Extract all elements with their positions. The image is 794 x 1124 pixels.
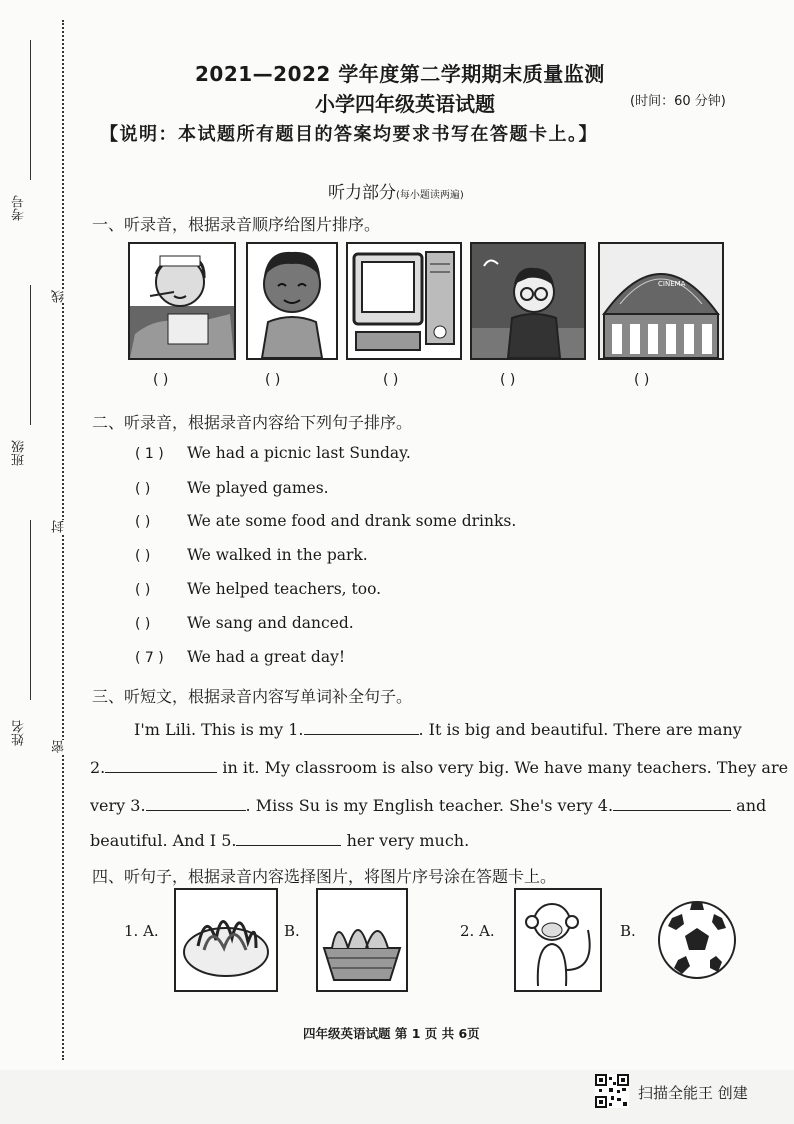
seal-char-mi: 密 <box>52 740 67 753</box>
cloze-text: her very much. <box>346 831 470 850</box>
scanner-watermark: 扫描全能王 创建 <box>638 1084 748 1102</box>
cloze-text: . Miss Su is my English teacher. She's very 4. <box>245 796 614 815</box>
cloze-text: and <box>736 796 767 815</box>
sentence-text: We sang and danced. <box>187 614 354 632</box>
q2-option-a-label: 2. A. <box>460 922 495 940</box>
dumplings-picture <box>316 888 408 992</box>
section2-title: 二、听录音，根据录音内容给下列句子排序。 <box>92 413 413 432</box>
cloze-line <box>90 831 469 850</box>
exam-title: 2021—2022 学年度第二学期期末质量监测 <box>195 62 605 86</box>
page-footer: 四年级英语试题 第 1 页 共 6页 <box>303 1026 480 1041</box>
sentence-number: ( ) <box>135 548 151 564</box>
sentence-row <box>135 512 516 532</box>
sentence-row <box>135 580 381 600</box>
sentence-number: ( ) <box>135 514 151 530</box>
sentence-text: We walked in the park. <box>187 546 368 564</box>
cloze-line <box>90 796 766 815</box>
picture-answer-blank: ( ) <box>500 372 516 388</box>
binding-dotted-line <box>62 20 64 1060</box>
sentence-number: ( ) <box>135 582 151 598</box>
sentence-row <box>135 444 411 464</box>
listening-heading <box>328 178 464 203</box>
cinema-sign: CINEMA <box>658 280 686 288</box>
seal-char-feng: 封 <box>52 520 67 533</box>
qr-code-icon <box>595 1074 629 1108</box>
boy-picture <box>246 242 338 360</box>
sentence-row <box>135 648 345 668</box>
cloze-text: very 3. <box>90 796 146 815</box>
q2-option-b-label: B. <box>620 922 636 940</box>
class-blank <box>30 285 31 425</box>
sentence-text: We helped teachers, too. <box>187 580 382 598</box>
cinema-picture <box>598 242 724 360</box>
cloze-text: I'm Lili. This is my 1. <box>134 720 304 739</box>
sentence-text: We had a great day! <box>187 648 346 666</box>
computer-picture <box>346 242 462 360</box>
sentence-number: ( ) <box>135 616 151 632</box>
section1-title: 一、听录音，根据录音顺序给图片排序。 <box>92 215 381 234</box>
cloze-text: 2. <box>90 758 106 777</box>
picture-answer-blank: ( ) <box>265 372 281 388</box>
sentence-text: We played games. <box>187 479 329 497</box>
exam-instructions: 【说明：本试题所有题目的答案均要求书写在答题卡上。】 <box>100 124 598 145</box>
exam-time: (时间：60 分钟) <box>630 94 726 109</box>
sentence-number: ( 1 ) <box>135 446 164 462</box>
exam-subtitle: 小学四年级英语试题 <box>315 92 495 116</box>
sentence-text: We ate some food and drank some drinks. <box>187 512 517 530</box>
picture-answer-blank: ( ) <box>153 372 169 388</box>
cloze-blank-2 <box>105 758 217 773</box>
monkey-picture <box>514 888 602 992</box>
sentence-row <box>135 546 368 566</box>
section4-title: 四、听句子，根据录音内容选择图片，将图片序号涂在答题卡上。 <box>92 867 557 886</box>
listening-title: 听力部分 <box>328 183 396 203</box>
listening-note: (每小题读两遍) <box>396 190 464 201</box>
sick-boy-picture <box>128 242 236 360</box>
exam-no-label: 考号 <box>12 195 27 221</box>
cloze-blank-3 <box>146 796 246 811</box>
q1-option-b-label: B. <box>284 922 300 940</box>
name-label: 姓名 <box>12 720 27 746</box>
name-blank <box>30 520 31 700</box>
noodles-picture <box>174 888 278 992</box>
exam-no-blank <box>30 40 31 180</box>
seal-char-xian: 线 <box>52 290 67 303</box>
cloze-line <box>90 758 788 777</box>
cloze-blank-1 <box>304 720 419 735</box>
q1-option-a-label: 1. A. <box>124 922 159 940</box>
sentence-row <box>135 479 329 499</box>
cloze-text: beautiful. And I 5. <box>90 831 237 850</box>
cloze-blank-5 <box>236 831 341 846</box>
picture-answer-blank: ( ) <box>383 372 399 388</box>
sentence-number: ( 7 ) <box>135 650 164 666</box>
cloze-blank-4 <box>613 796 731 811</box>
cloze-line <box>134 720 742 739</box>
section3-title: 三、听短文，根据录音内容写单词补全句子。 <box>92 687 413 706</box>
teacher-picture <box>470 242 586 360</box>
picture-answer-blank: ( ) <box>634 372 650 388</box>
sentence-row <box>135 614 354 634</box>
class-label: 班级 <box>12 440 27 466</box>
cloze-text: in it. My classroom is also very big. We have many teachers. They are <box>222 758 789 777</box>
sentence-number: ( ) <box>135 481 151 497</box>
sentence-text: We had a picnic last Sunday. <box>187 444 411 462</box>
cloze-text: . It is big and beautiful. There are many <box>418 720 742 739</box>
football-picture <box>656 890 738 990</box>
